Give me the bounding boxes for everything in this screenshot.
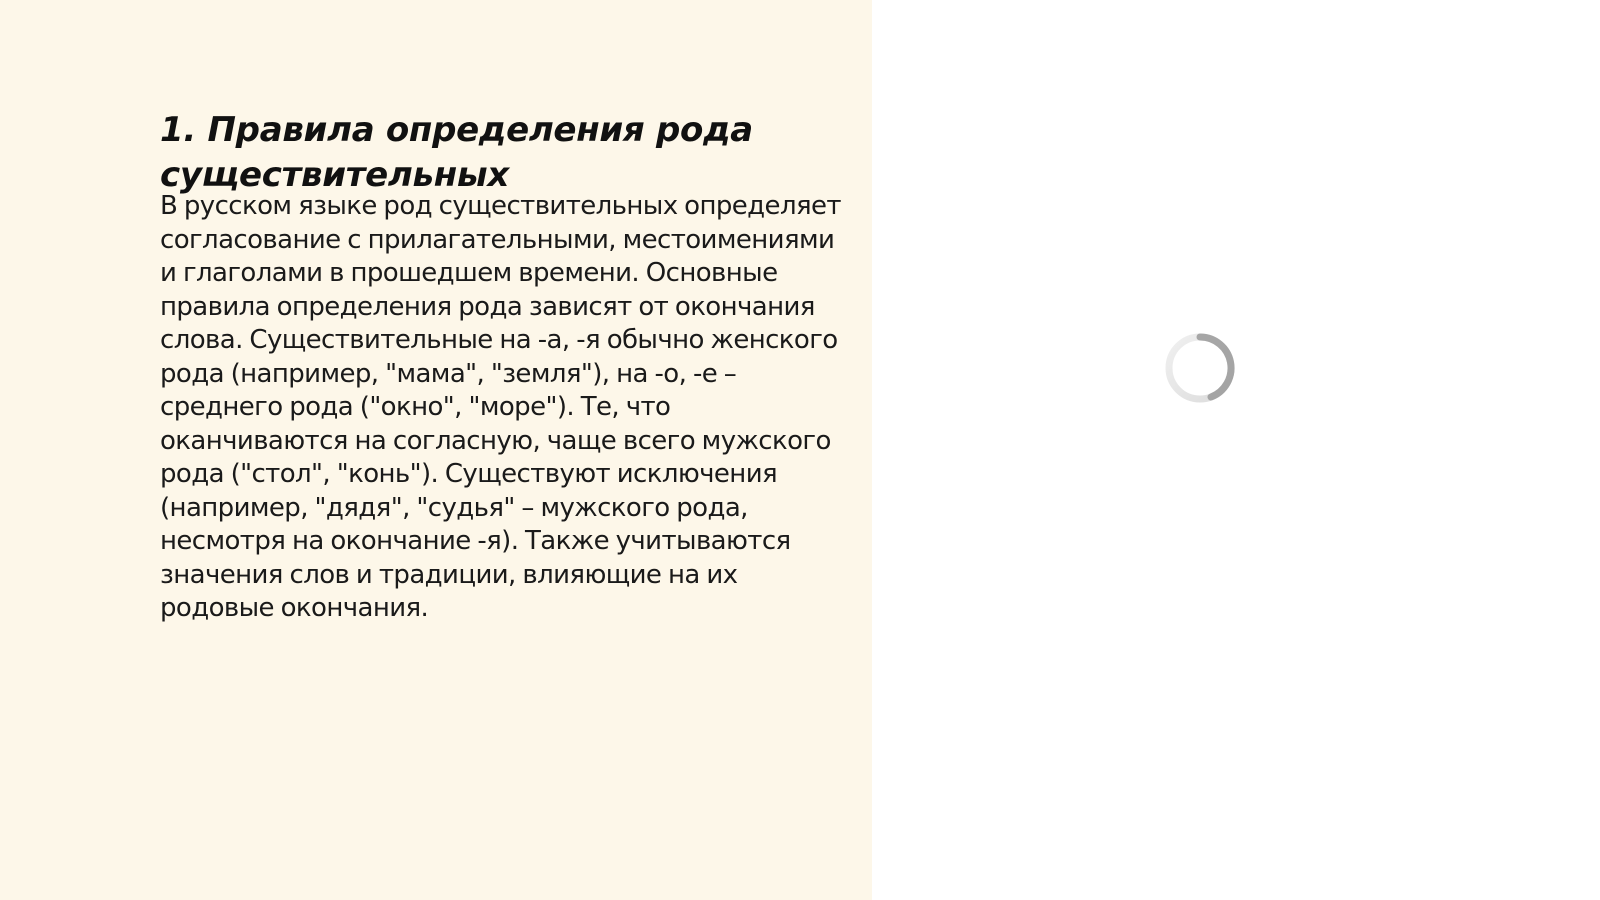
slide-body-text: В русском языке род существительных определяет согласование с прилагательными, местоимениями и глаголами в прошедшем времени. Основные правила определения рода зависят от окончания слова. Существительные на -а, -я обычно женского рода (например, "мама", "земля"), на -о, -е – среднего рода ("окно", "море"). Те, что оканчиваются на согласную, чаще всего мужского рода ("стол", "конь"). Существуют исключения (например, "дядя", "судья" – мужского рода, несмотря на окончание -я). Также учитываются значения слов и традиции, влияющие на их родовые окончания. (160, 191, 841, 623)
loading-spinner-icon (1164, 332, 1236, 404)
slide-content (160, 108, 850, 626)
slide-title: 1. Правила определения рода существительных (160, 110, 753, 195)
